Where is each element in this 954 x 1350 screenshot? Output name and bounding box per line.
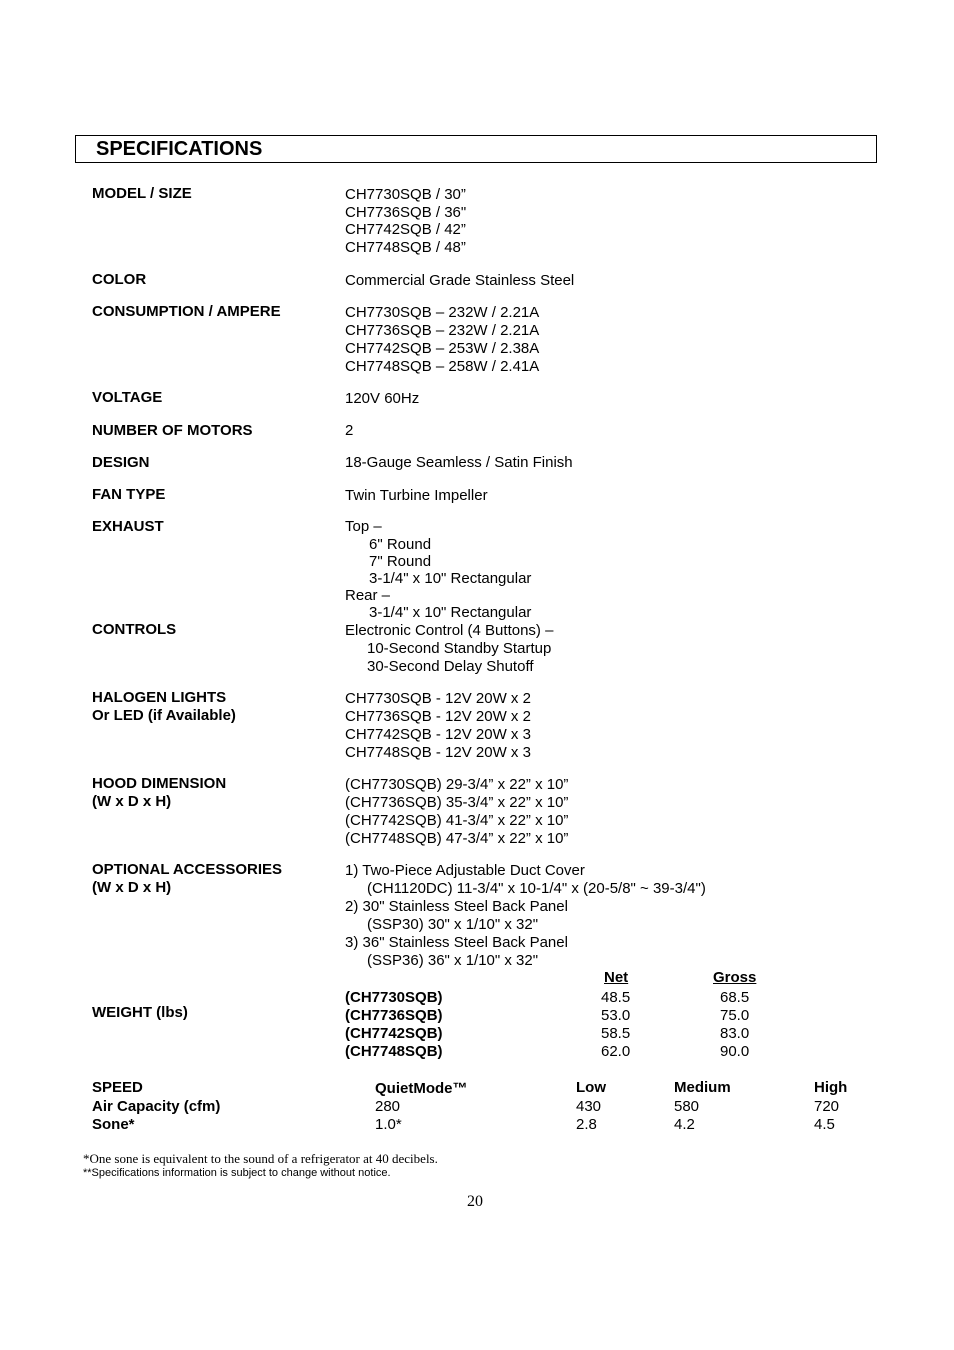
spec-value-lights-2: CH7736SQB - 12V 20W x 2	[345, 708, 531, 725]
spec-value-model-4: CH7748SQB / 48”	[345, 239, 466, 256]
weight-gross-2: 75.0	[720, 1007, 750, 1024]
weight-gross-1: 68.5	[720, 989, 750, 1006]
spec-label-model-size: MODEL / SIZE	[92, 185, 192, 202]
spec-value-model-2: CH7736SQB / 36"	[345, 204, 467, 221]
spec-value-consumption-2: CH7736SQB – 232W / 2.21A	[345, 322, 540, 339]
spec-label-consumption: CONSUMPTION / AMPERE	[92, 303, 281, 320]
spec-value-fan-type: Twin Turbine Impeller	[345, 487, 488, 504]
spec-value-voltage: 120V 60Hz	[345, 390, 420, 407]
cfm-medium: 580	[674, 1098, 700, 1115]
spec-value-accessories-1: 1) Two-Piece Adjustable Duct Cover	[345, 862, 585, 879]
weight-net-header: Net	[604, 969, 629, 986]
spec-value-consumption-4: CH7748SQB – 258W / 2.41A	[345, 358, 540, 375]
spec-value-exhaust-3: 7" Round	[369, 553, 432, 570]
spec-value-hood-4: (CH7748SQB) 47-3/4” x 22” x 10”	[345, 830, 569, 847]
spec-label-exhaust: EXHAUST	[92, 518, 164, 535]
spec-value-accessories-3: 2) 30" Stainless Steel Back Panel	[345, 898, 568, 915]
spec-value-controls-2: 10-Second Standby Startup	[367, 640, 552, 657]
cfm-quietmode: 280	[375, 1098, 401, 1115]
cfm-high: 720	[814, 1098, 840, 1115]
spec-value-design: 18-Gauge Seamless / Satin Finish	[345, 454, 573, 471]
footnote-sone: *One sone is equivalent to the sound of a refrigerator at 40 decibels.	[83, 1151, 438, 1166]
page-title: SPECIFICATIONS	[96, 138, 263, 160]
spec-value-exhaust-4: 3-1/4" x 10" Rectangular	[369, 570, 532, 587]
weight-gross-4: 90.0	[720, 1043, 750, 1060]
spec-value-model-3: CH7742SQB / 42”	[345, 221, 466, 238]
spec-value-controls-3: 30-Second Delay Shutoff	[367, 658, 534, 675]
spec-value-lights-4: CH7748SQB - 12V 20W x 3	[345, 744, 531, 761]
spec-value-accessories-5: 3) 36" Stainless Steel Back Panel	[345, 934, 568, 951]
spec-value-color: Commercial Grade Stainless Steel	[345, 272, 575, 289]
sone-medium: 4.2	[674, 1116, 695, 1133]
weight-net-1: 48.5	[601, 989, 631, 1006]
sone-low: 2.8	[576, 1116, 597, 1133]
sone-quietmode: 1.0*	[375, 1116, 402, 1133]
spec-value-consumption-3: CH7742SQB – 253W / 2.38A	[345, 340, 540, 357]
weight-net-2: 53.0	[601, 1007, 631, 1024]
spec-value-hood-1: (CH7730SQB) 29-3/4” x 22” x 10”	[345, 776, 569, 793]
spec-label-hood-1: HOOD DIMENSION	[92, 775, 227, 792]
spec-label-voltage: VOLTAGE	[92, 389, 163, 406]
spec-value-exhaust-2: 6" Round	[369, 536, 432, 553]
spec-value-accessories-2: (CH1120DC) 11-3/4" x 10-1/4" x (20-5/8" ~ 39-3/4")	[367, 880, 706, 897]
spec-value-lights-1: CH7730SQB - 12V 20W x 2	[345, 690, 531, 707]
footnote-specs: **Specifications information is subject to change without notice.	[83, 1167, 391, 1179]
spec-value-exhaust-5: Rear –	[345, 587, 391, 604]
speed-header-quietmode: QuietMode™	[375, 1080, 468, 1097]
spec-value-lights-3: CH7742SQB - 12V 20W x 3	[345, 726, 531, 743]
title-box	[75, 135, 877, 163]
spec-value-model-1: CH7730SQB / 30”	[345, 186, 466, 203]
cfm-low: 430	[576, 1098, 602, 1115]
spec-label-fan-type: FAN TYPE	[92, 486, 166, 503]
speed-header-high: High	[814, 1079, 848, 1096]
spec-value-exhaust-6: 3-1/4" x 10" Rectangular	[369, 604, 532, 621]
spec-label-accessories-2: (W x D x H)	[92, 879, 172, 896]
spec-value-controls-1: Electronic Control (4 Buttons) –	[345, 622, 554, 639]
spec-label-controls: CONTROLS	[92, 621, 177, 638]
page-number: 20	[467, 1193, 483, 1210]
spec-value-exhaust-1: Top –	[345, 518, 382, 535]
spec-label-lights-2: Or LED (if Available)	[92, 707, 236, 724]
spec-value-motors: 2	[345, 422, 354, 439]
spec-value-accessories-6: (SSP36) 36" x 1/10" x 32"	[367, 952, 539, 969]
spec-value-hood-3: (CH7742SQB) 41-3/4” x 22” x 10”	[345, 812, 569, 829]
spec-label-color: COLOR	[92, 271, 147, 288]
spec-label-design: DESIGN	[92, 454, 150, 471]
spec-label-lights-1: HALOGEN LIGHTS	[92, 689, 227, 706]
speed-header-low: Low	[576, 1079, 606, 1096]
sone-label: Sone*	[92, 1116, 135, 1133]
weight-gross-3: 83.0	[720, 1025, 750, 1042]
weight-model-2: (CH7736SQB)	[345, 1007, 443, 1024]
speed-header-medium: Medium	[674, 1079, 731, 1096]
weight-gross-header: Gross	[713, 969, 757, 986]
weight-model-1: (CH7730SQB)	[345, 989, 443, 1006]
weight-net-4: 62.0	[601, 1043, 631, 1060]
sone-high: 4.5	[814, 1116, 835, 1133]
weight-model-3: (CH7742SQB)	[345, 1025, 443, 1042]
spec-label-hood-2: (W x D x H)	[92, 793, 172, 810]
air-capacity-label: Air Capacity (cfm)	[92, 1098, 221, 1115]
spec-label-motors: NUMBER OF MOTORS	[92, 422, 253, 439]
spec-value-hood-2: (CH7736SQB) 35-3/4” x 22” x 10”	[345, 794, 569, 811]
spec-label-accessories-1: OPTIONAL ACCESSORIES	[92, 861, 283, 878]
weight-net-3: 58.5	[601, 1025, 631, 1042]
spec-value-accessories-4: (SSP30) 30" x 1/10" x 32"	[367, 916, 539, 933]
speed-label: SPEED	[92, 1079, 143, 1096]
weight-label: WEIGHT (lbs)	[92, 1004, 188, 1021]
weight-model-4: (CH7748SQB)	[345, 1043, 443, 1060]
spec-value-consumption-1: CH7730SQB – 232W / 2.21A	[345, 304, 540, 321]
